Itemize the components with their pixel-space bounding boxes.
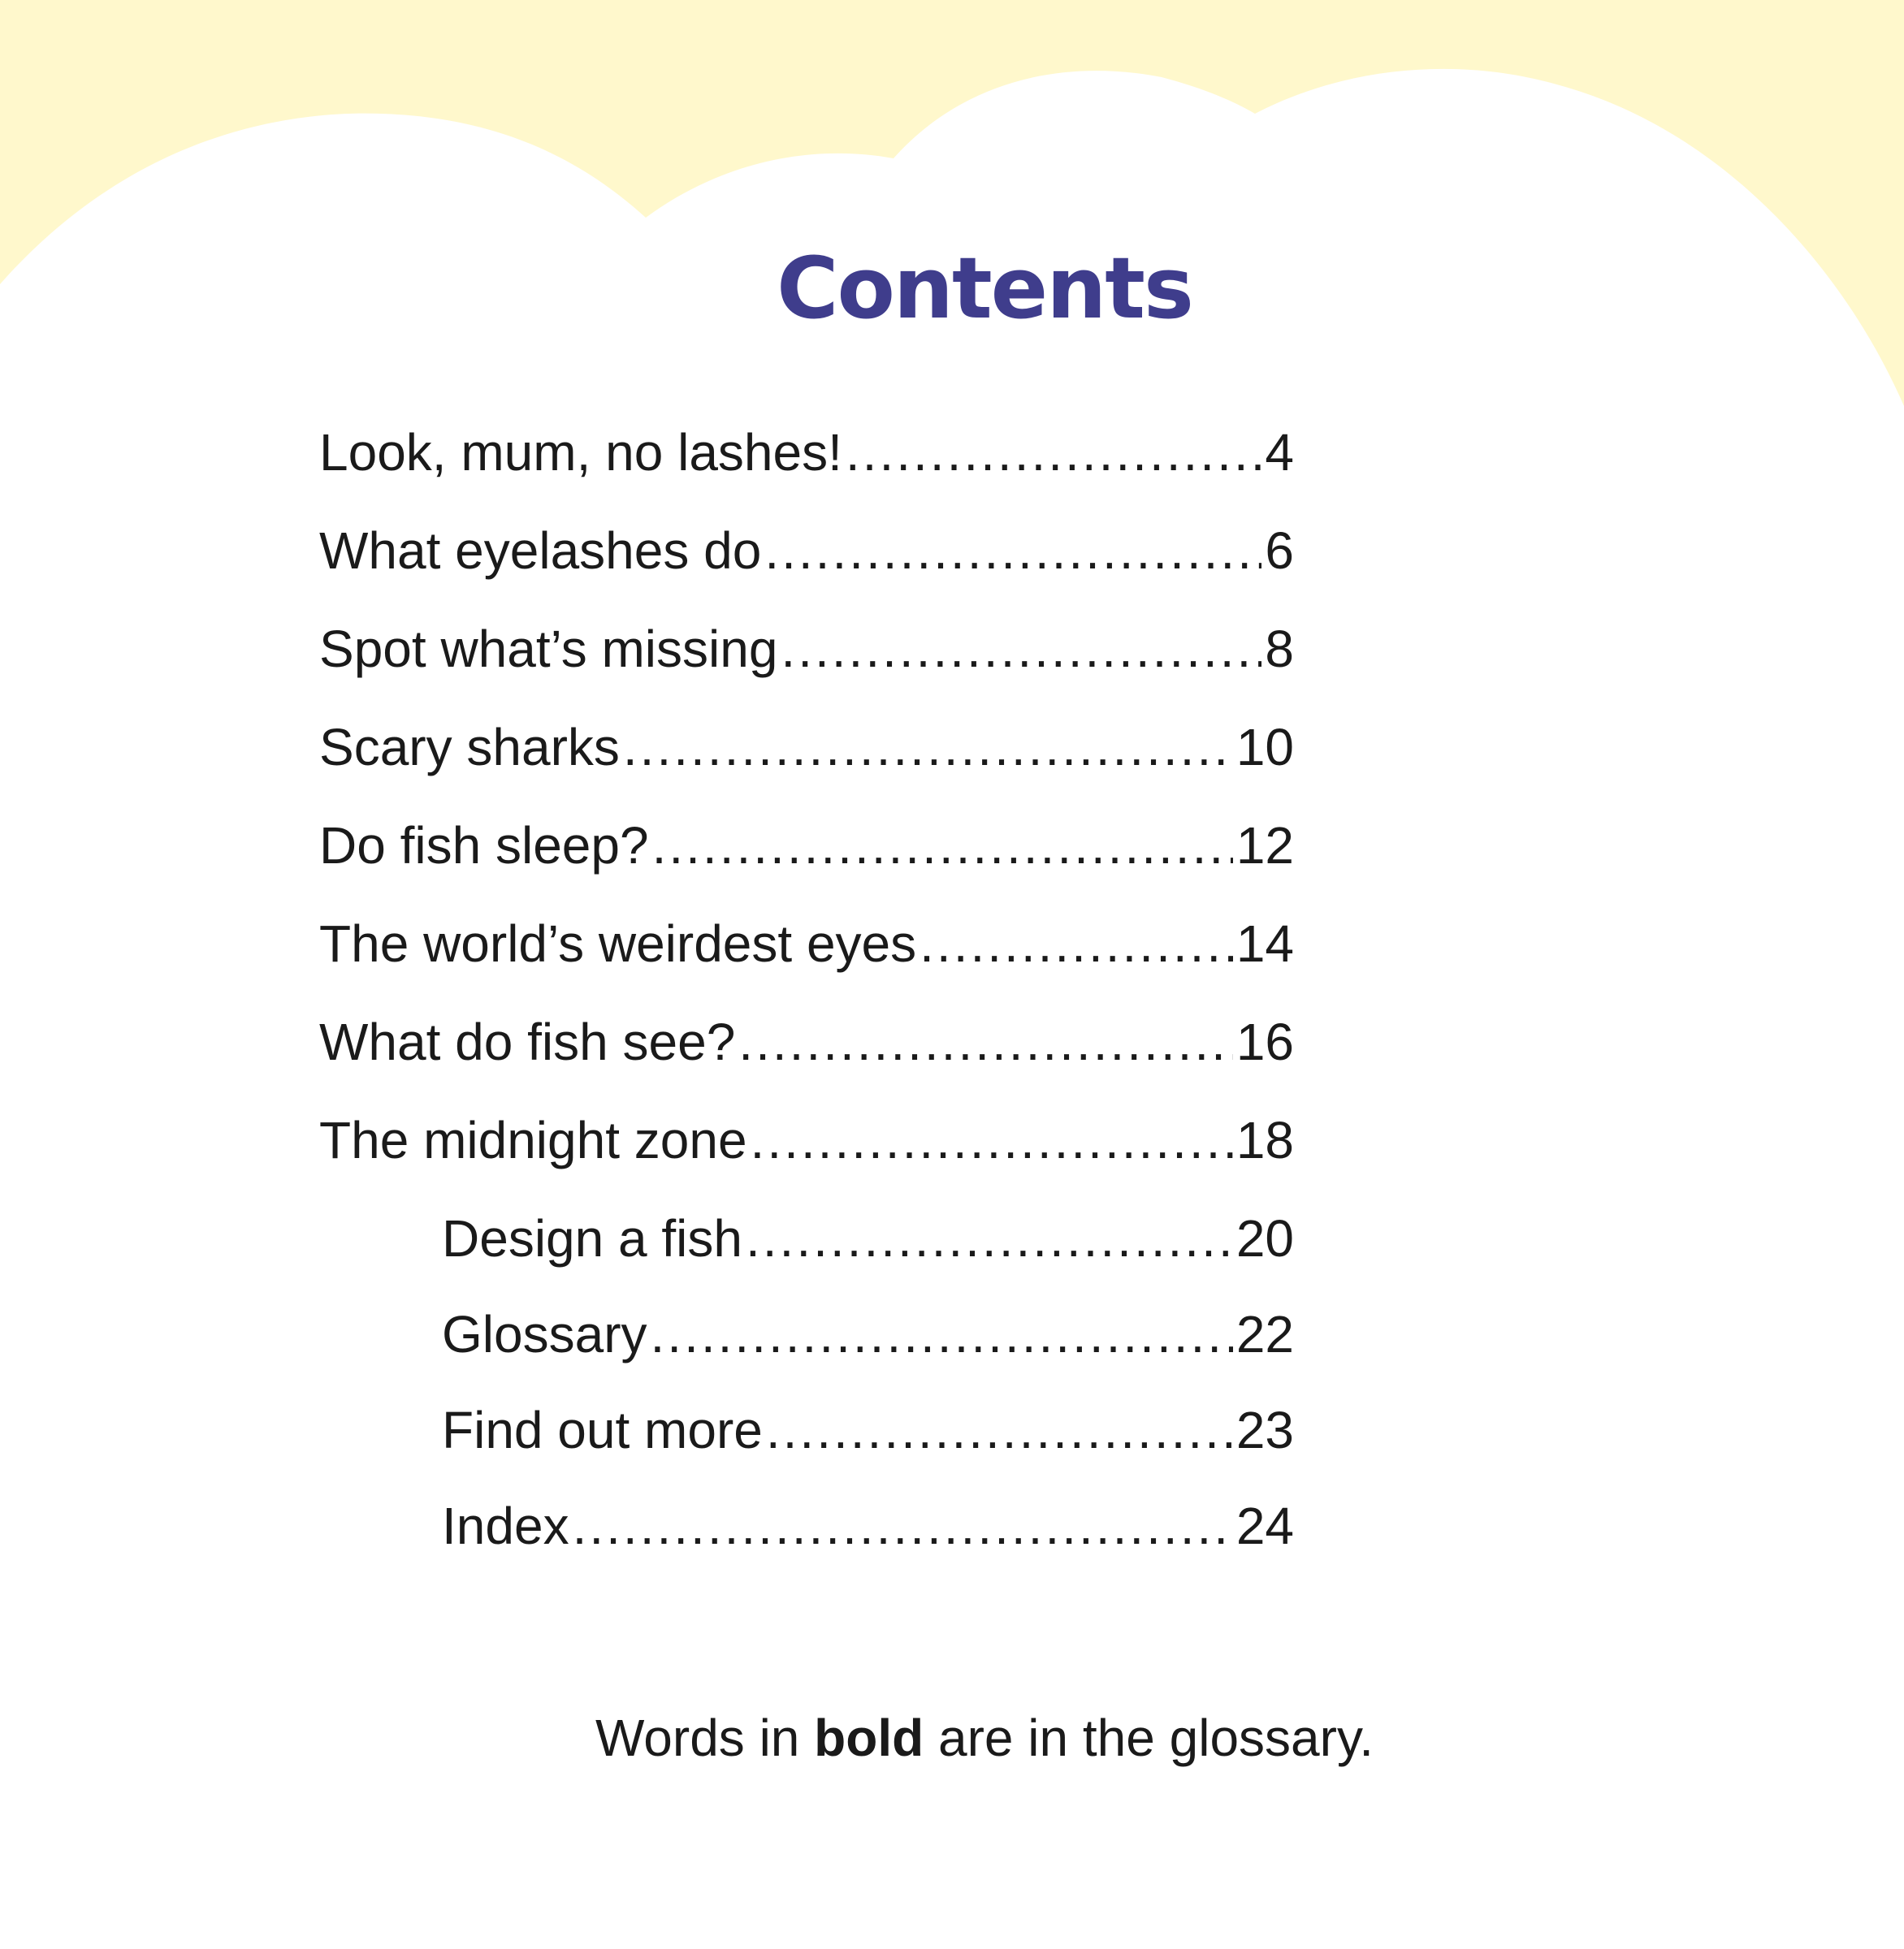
toc-entry[interactable] bbox=[319, 1485, 1294, 1581]
toc-entry[interactable] bbox=[319, 608, 1294, 707]
toc-page-number: 10 bbox=[1235, 718, 1294, 776]
toc-entry-title: What do fish see? bbox=[319, 1013, 736, 1071]
toc-entry[interactable] bbox=[319, 1389, 1294, 1485]
toc-page-number: 22 bbox=[1235, 1305, 1294, 1363]
dot-leader bbox=[920, 903, 1233, 984]
toc-page-number: 18 bbox=[1235, 1111, 1294, 1169]
toc-page-number: 4 bbox=[1265, 423, 1294, 482]
toc-entry[interactable] bbox=[319, 510, 1294, 608]
dot-leader bbox=[746, 1198, 1233, 1279]
toc-entry-title: Index bbox=[442, 1497, 569, 1555]
toc-entry[interactable] bbox=[319, 903, 1294, 1001]
dot-leader bbox=[764, 510, 1261, 591]
toc-entry-title: What eyelashes do bbox=[319, 521, 762, 580]
dot-leader bbox=[781, 608, 1261, 689]
toc-page-number: 23 bbox=[1235, 1401, 1294, 1459]
glossary-note bbox=[0, 1697, 1904, 1778]
page-title: Contents bbox=[777, 239, 1192, 338]
toc-page-number: 24 bbox=[1235, 1497, 1294, 1555]
toc-entry-title: Design a fish bbox=[442, 1209, 742, 1268]
dot-leader bbox=[766, 1389, 1233, 1471]
dot-leader bbox=[652, 805, 1233, 886]
toc-entry-title: Spot what’s missing bbox=[319, 620, 778, 678]
toc-entry-title: The midnight zone bbox=[319, 1111, 747, 1169]
toc-page-number: 16 bbox=[1235, 1013, 1294, 1071]
dot-leader bbox=[738, 1001, 1233, 1083]
toc-entry-title: The world’s weirdest eyes bbox=[319, 914, 917, 973]
toc-entry[interactable] bbox=[319, 707, 1294, 805]
toc-entry[interactable] bbox=[319, 1198, 1294, 1294]
toc-entry-title: Scary sharks bbox=[319, 718, 620, 776]
dot-leader bbox=[651, 1294, 1233, 1375]
toc-entry-title: Glossary bbox=[442, 1305, 647, 1363]
toc-entry-title: Do fish sleep? bbox=[319, 816, 649, 875]
toc-page-number: 14 bbox=[1235, 914, 1294, 973]
toc-page-number: 8 bbox=[1265, 620, 1294, 678]
dot-leader bbox=[623, 707, 1233, 788]
toc-entry-title: Find out more bbox=[442, 1401, 763, 1459]
toc-page-number: 12 bbox=[1235, 816, 1294, 875]
toc-entry[interactable] bbox=[319, 1100, 1294, 1198]
table-of-contents bbox=[319, 412, 1294, 1581]
dot-leader bbox=[751, 1100, 1233, 1181]
toc-entry[interactable] bbox=[319, 1294, 1294, 1389]
glossary-note-before: Words in bbox=[595, 1709, 815, 1767]
glossary-note-after: are in the glossary. bbox=[924, 1709, 1374, 1767]
toc-entry[interactable] bbox=[319, 805, 1294, 903]
toc-entry[interactable] bbox=[319, 412, 1294, 510]
dot-leader bbox=[846, 412, 1262, 493]
toc-page-number: 6 bbox=[1265, 521, 1294, 580]
glossary-note-bold: bold bbox=[814, 1709, 924, 1767]
toc-entry[interactable] bbox=[319, 1001, 1294, 1100]
dot-leader bbox=[573, 1485, 1233, 1567]
toc-page-number: 20 bbox=[1235, 1209, 1294, 1268]
toc-entry-title: Look, mum, no lashes! bbox=[319, 423, 842, 482]
